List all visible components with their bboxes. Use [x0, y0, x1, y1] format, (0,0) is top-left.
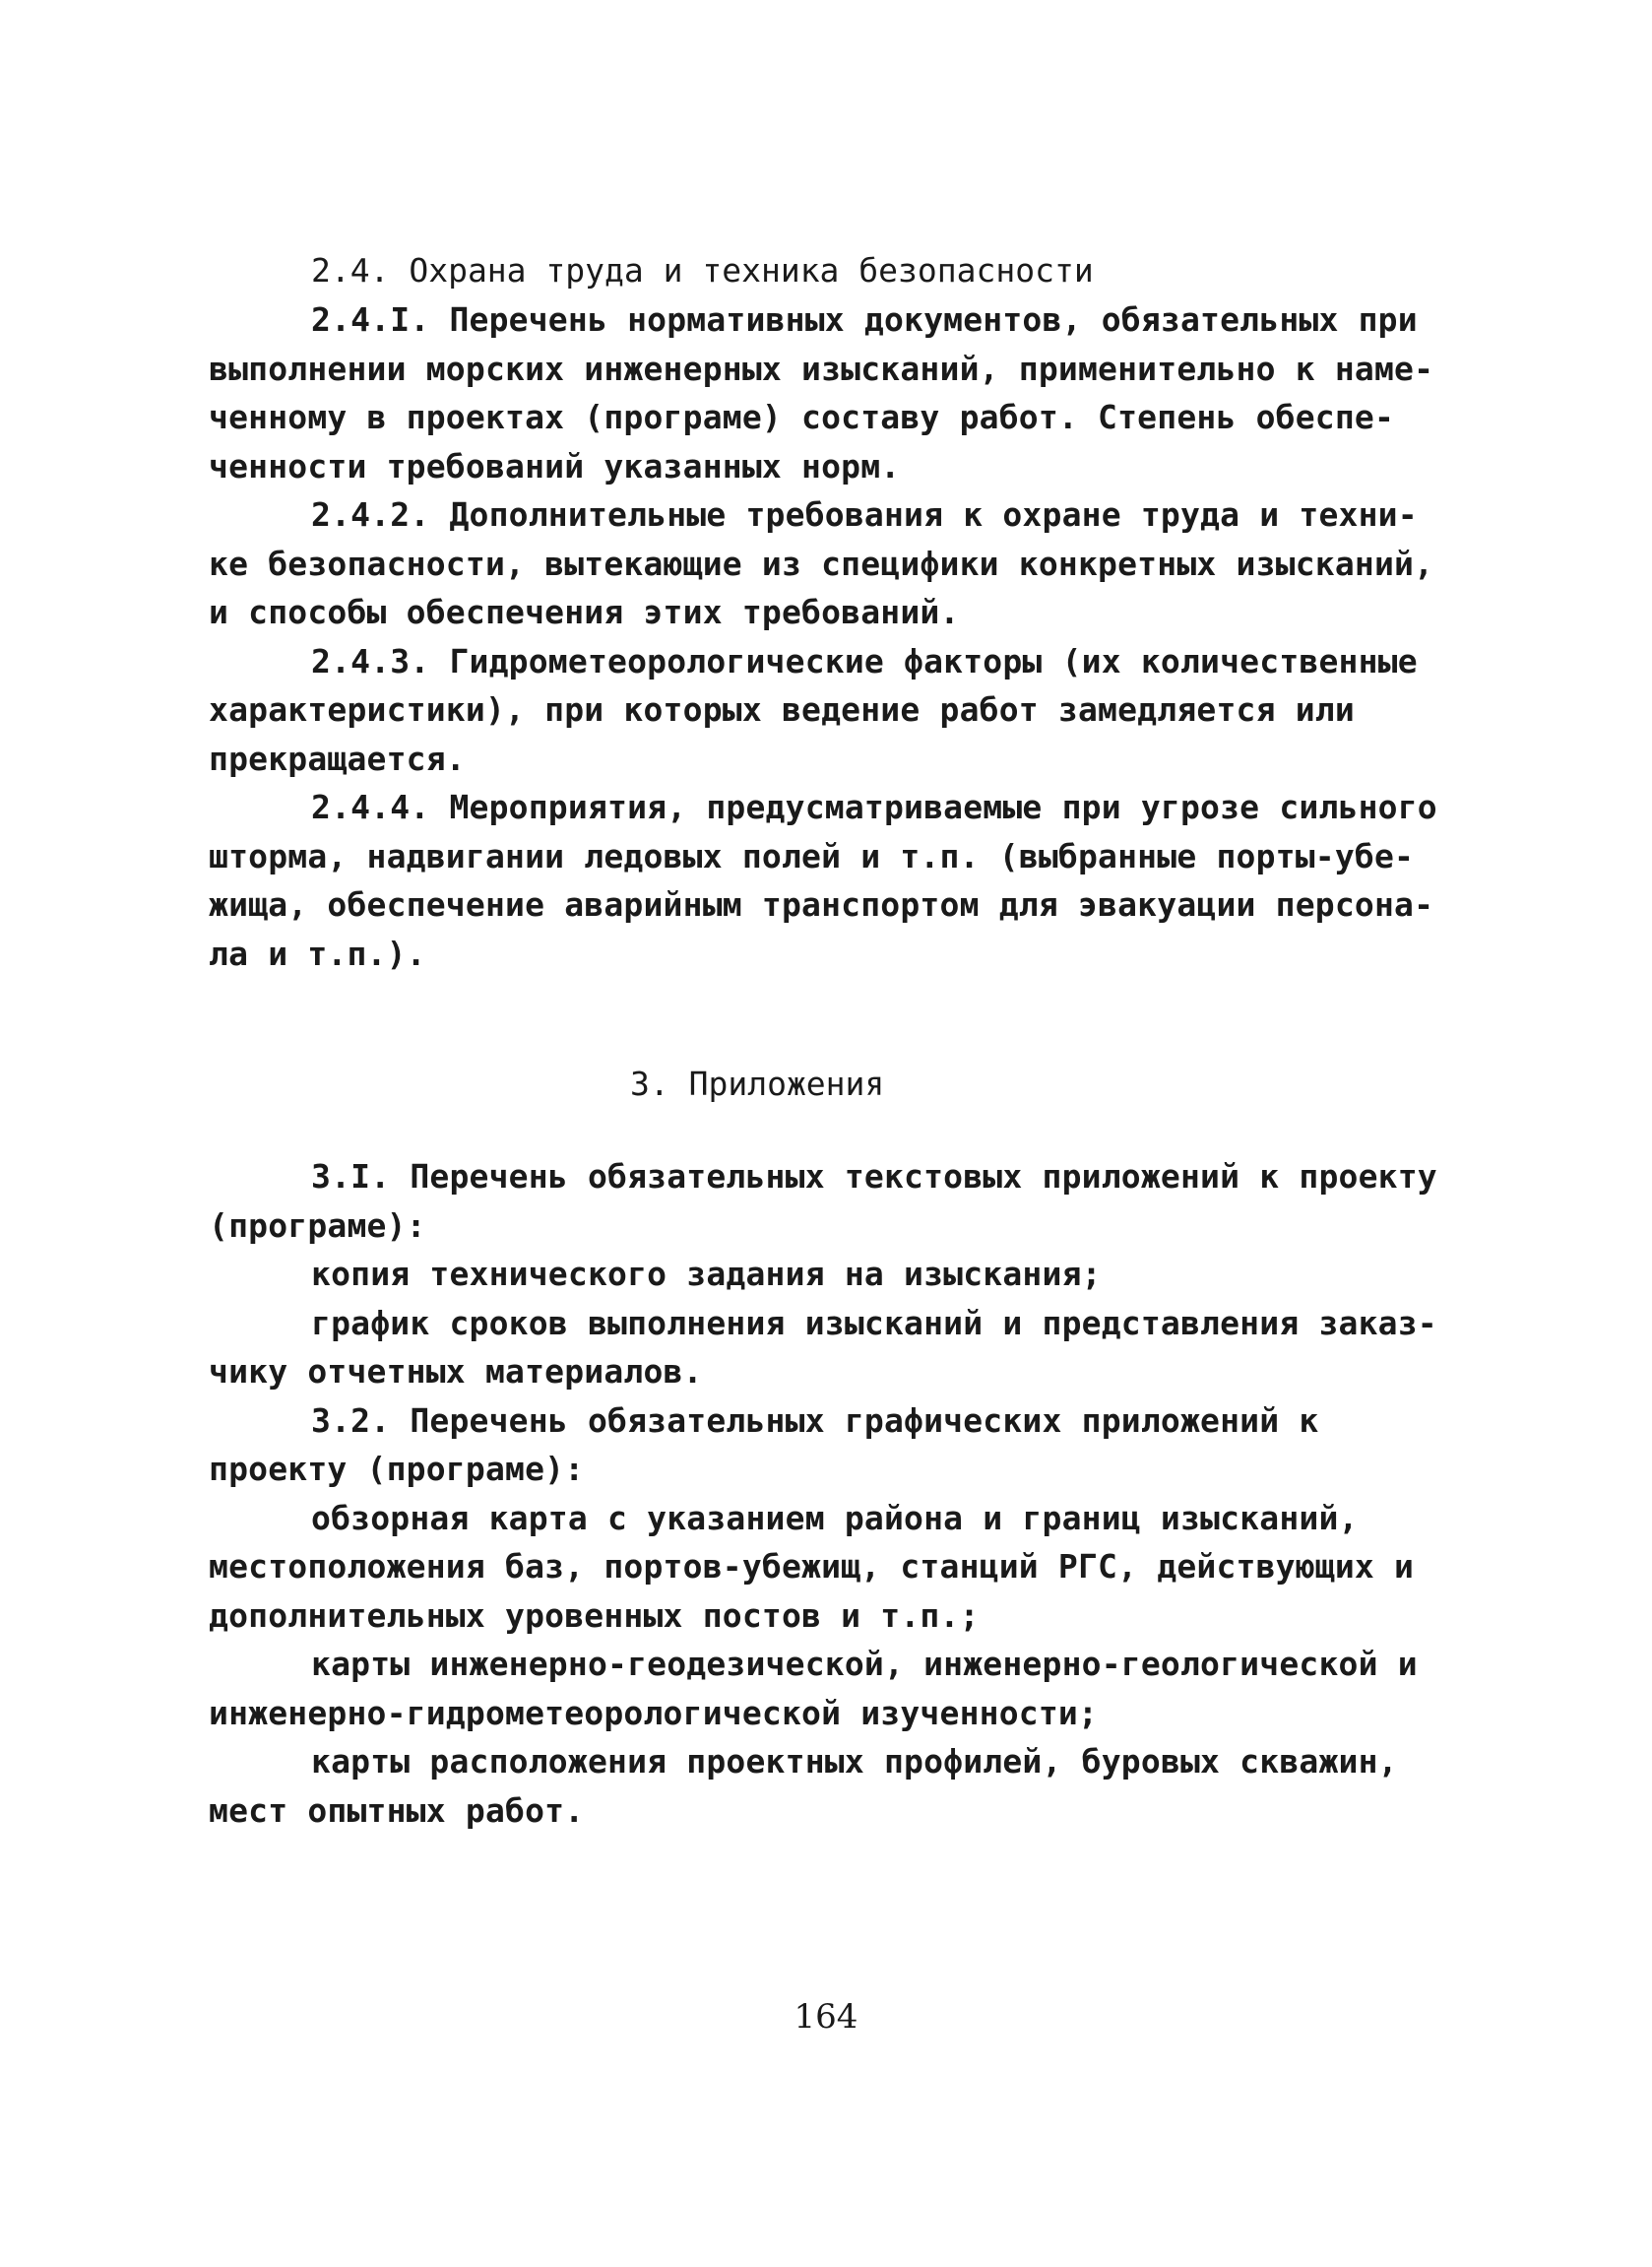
text-line: характеристики), при которых ведение работ замедляется или: [209, 690, 1355, 729]
text-line: жища, обеспечение аварийным транспортом для эвакуации персона-: [209, 885, 1434, 924]
text-line: график сроков выполнения изысканий и представления заказ-: [311, 1303, 1437, 1342]
text-line: мест опытных работ.: [209, 1790, 585, 1830]
text-line: проекту (програме):: [209, 1450, 585, 1488]
text-line: карты расположения проектных профилей, буровых скважин,: [311, 1742, 1398, 1781]
text-line: ке безопасности, вытекающие из специфики конкретных изысканий,: [209, 544, 1434, 583]
section-3-body: [209, 1152, 1459, 1835]
text-line: (програме):: [209, 1205, 426, 1245]
text-line: выполнении морских инженерных изысканий, применительно к наме-: [209, 349, 1434, 388]
text-line: ченному в проектах (програме) составу работ. Степень обеспе-: [209, 398, 1395, 436]
text-line: инженерно-гидрометеорологической изученности;: [209, 1693, 1099, 1732]
text-line: карты инженерно-геодезической, инженерно-геологической и: [311, 1645, 1418, 1683]
text-line: 3.I. Перечень обязательных текстовых приложений к проекту: [311, 1157, 1437, 1196]
page-number: 164: [794, 1997, 858, 2037]
text-line: обзорная карта с указанием района и границ изысканий,: [311, 1498, 1359, 1537]
text-line: ченности требований указанных норм.: [209, 446, 901, 486]
text-line: местоположения баз, портов-убежищ, станций РГС, действующих и: [209, 1547, 1415, 1586]
text-line: копия технического задания на изыскания;: [311, 1255, 1102, 1293]
text-line: шторма, надвигании ледовых полей и т.п. (выбранные порты-убе-: [209, 836, 1415, 875]
text-line: дополнительных уровенных постов и т.п.;: [209, 1595, 980, 1635]
text-line: 2.4.I. Перечень нормативных документов, обязательных при: [311, 300, 1418, 339]
section-3-heading: 3. Приложения: [630, 1065, 885, 1103]
text-line: 2.4.2. Дополнительные требования к охране труда и техни-: [311, 495, 1418, 534]
text-line: чику отчетных материалов.: [209, 1352, 703, 1391]
text-line: и способы обеспечения этих требований.: [209, 593, 960, 631]
text-line: 3.2. Перечень обязательных графических приложений к: [311, 1400, 1319, 1440]
section-2-4-heading: 2.4. Охрана труда и техника безопасности: [311, 251, 1094, 290]
text-line: ла и т.п.).: [209, 934, 426, 973]
text-line: 2.4.4. Мероприятия, предусматриваемые при угрозе сильного: [311, 788, 1437, 826]
section-2-4-body: [209, 295, 1459, 978]
text-line: 2.4.3. Гидрометеорологические факторы (их количественные: [311, 641, 1418, 680]
text-line: прекращается.: [209, 739, 466, 778]
